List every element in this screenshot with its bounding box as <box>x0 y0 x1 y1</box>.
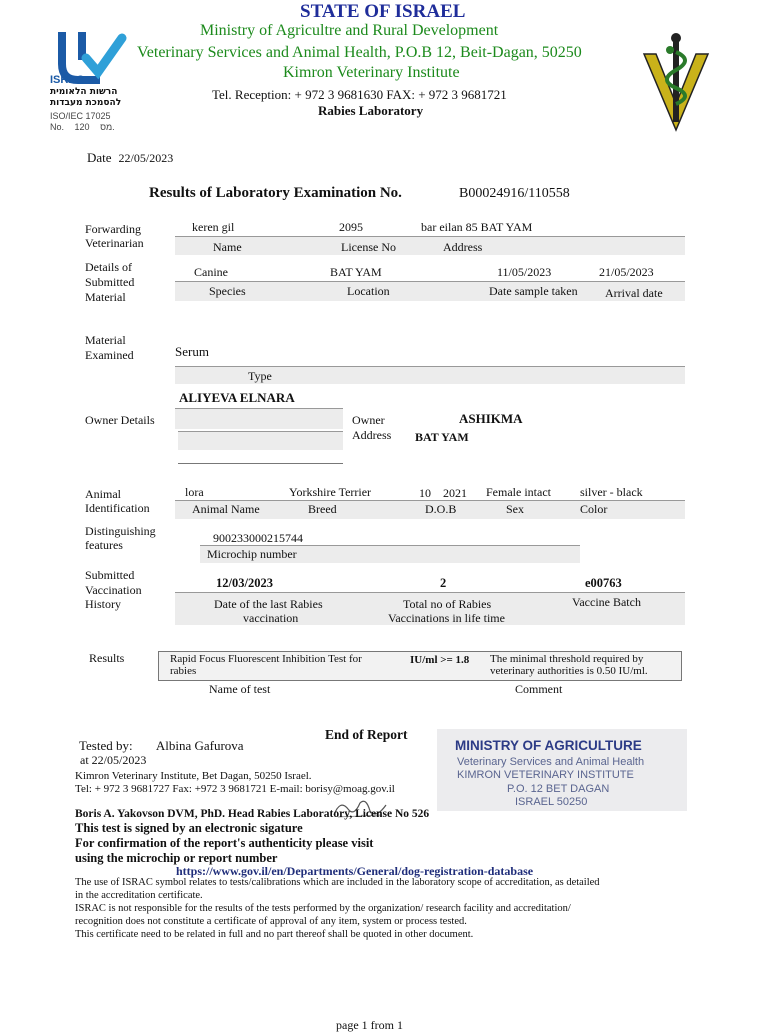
animal-sex: Female intact <box>486 485 551 499</box>
disclaimer-2: in the accreditation certificate. <box>75 890 203 901</box>
disclaimer-4: recognition does not constitute a certificate of approval of any item, system or process tested. <box>75 916 467 927</box>
stamp-line-2: Veterinary Services and Animal Health <box>457 756 645 768</box>
animal-label-1: Animal <box>85 487 121 501</box>
stamp-line-1: MINISTRY OF AGRICULTURE <box>455 738 642 753</box>
material-h-type: Type <box>248 369 272 383</box>
vacc-h-total-1: Total no of Rabies <box>403 597 492 611</box>
material-value: Serum <box>175 344 209 359</box>
stamp-line-3: KIMRON VETERINARY INSTITUTE <box>457 769 634 781</box>
owner-band-2 <box>178 431 343 450</box>
results-comment-2: veterinary authorities is 0.50 IU/ml. <box>490 665 648 677</box>
israc-iso: ISO/IEC 17025 <box>50 111 111 121</box>
services-line: Veterinary Services and Animal Health, P.O.B 12, Beit-Dagan, 50250 <box>137 44 582 61</box>
stamp-line-5: ISRAEL 50250 <box>515 796 588 808</box>
verification-link[interactable]: https://www.gov.il/en/Departments/General/dog-registration-database <box>176 864 534 878</box>
disclaimer-1: The use of ISRAC symbol relates to tests/calibrations which are included in the laboratory scope of accreditation, as detailed <box>75 877 600 888</box>
ministry-line: Ministry of Agricultre and Rural Development <box>200 22 499 39</box>
animal-name: lora <box>185 485 204 499</box>
date-taken-value: 11/05/2023 <box>497 265 552 279</box>
material-label-1: Material <box>85 333 126 347</box>
microchip-value: 900233000215744 <box>213 531 303 545</box>
results-h-test: Name of test <box>209 682 271 696</box>
tel-line: Tel. Reception: + 972 3 9681630 FAX: + 972 3 9681721 <box>212 87 507 102</box>
signer-line: Boris A. Yakovson DVM, PhD. Head Rabies Laboratory, License No 526 <box>75 808 430 820</box>
h-date-taken: Date sample taken <box>489 284 578 298</box>
end-of-report: End of Report <box>325 727 408 742</box>
vet-license: 2095 <box>339 220 363 234</box>
signed-line-3: using the microchip or report number <box>75 851 278 865</box>
animal-h-color: Color <box>580 502 608 516</box>
vet-h-license: License No <box>341 240 396 254</box>
signed-line-2: For confirmation of the report's authenticity please visit <box>75 836 374 850</box>
owner-line <box>178 463 343 464</box>
vacc-h-last-2: vaccination <box>243 611 299 625</box>
owner-street: ASHIKMA <box>459 411 523 426</box>
species-value: Canine <box>194 265 228 279</box>
animal-h-breed: Breed <box>308 502 337 516</box>
vet-h-address: Address <box>443 240 483 254</box>
vacc-last-date: 12/03/2023 <box>216 576 273 590</box>
features-label-1: Distinguishing <box>85 524 156 538</box>
institute-line: Kimron Veterinary Institute <box>283 64 460 81</box>
stamp-line-4: P.O. 12 BET DAGAN <box>507 783 610 795</box>
owner-address-label-2: Address <box>352 428 392 442</box>
israc-no-prefix: No. <box>50 122 65 132</box>
israc-no: 120 <box>74 122 90 132</box>
animal-h-dob: D.O.B <box>425 502 457 516</box>
location-value: BAT YAM <box>330 265 382 279</box>
animal-breed: Yorkshire Terrier <box>289 485 372 499</box>
vet-name: keren gil <box>192 220 235 234</box>
features-label-2: features <box>85 538 123 552</box>
vacc-h-batch: Vaccine Batch <box>572 595 641 609</box>
h-arrival: Arrival date <box>605 286 663 300</box>
vet-header-band <box>175 236 685 255</box>
israc-hebrew-2: להסמכת מעבדות <box>50 98 122 108</box>
forwarding-label-2: Veterinarian <box>85 236 144 250</box>
animal-label-2: Identification <box>85 501 150 515</box>
ministry-stamp <box>437 729 687 811</box>
date-value: 22/05/2023 <box>118 151 174 165</box>
tested-by-name: Albina Gafurova <box>155 738 244 753</box>
vacc-label-3: History <box>85 597 121 611</box>
israc-logo <box>48 24 128 136</box>
animal-dob-year: 2021 <box>443 486 467 500</box>
results-label: Results <box>89 651 125 665</box>
vacc-total: 2 <box>440 576 447 590</box>
arrival-value: 21/05/2023 <box>599 265 654 279</box>
owner-label: Owner Details <box>85 413 155 427</box>
exam-number: B00024916/110558 <box>459 186 570 201</box>
date-label: Date <box>87 150 112 165</box>
details-label-2: Submitted <box>85 275 135 289</box>
animal-color: silver - black <box>580 485 643 499</box>
forwarding-label-1: Forwarding <box>85 222 141 236</box>
vacc-label-1: Submitted <box>85 568 135 582</box>
animal-dob-month: 10 <box>419 486 431 500</box>
tested-by <box>79 738 244 754</box>
vacc-label-2: Vaccination <box>85 583 142 597</box>
results-test-2: rabies <box>170 665 197 677</box>
caduceus-icon <box>640 32 712 132</box>
vacc-batch: e00763 <box>585 576 622 590</box>
animal-h-sex: Sex <box>506 502 524 516</box>
results-value: IU/ml >= 1.8 <box>410 654 470 666</box>
veterinary-emblem <box>640 32 712 137</box>
israc-no-suffix: מס. <box>100 122 115 132</box>
owner-city: BAT YAM <box>415 430 469 444</box>
vacc-h-total-2: Vaccinations in life time <box>388 611 505 625</box>
tested-by-label: Tested by: <box>79 738 133 753</box>
owner-address-label-1: Owner <box>352 413 385 427</box>
tested-at: at 22/05/2023 <box>80 753 147 767</box>
exam-title: Results of Laboratory Examination No. <box>149 185 402 201</box>
material-label-2: Examined <box>85 348 134 362</box>
h-location: Location <box>347 284 390 298</box>
vet-address: bar eilan 85 BAT YAM <box>421 220 533 234</box>
israc-hebrew-1: הרשות הלאומית <box>50 87 118 97</box>
vacc-h-last-1: Date of the last Rabies <box>214 597 323 611</box>
tested-contact: Tel: + 972 3 9681727 Fax: +972 3 9681721 E-mail: borisy@moag.gov.il <box>75 783 395 795</box>
report-date <box>87 150 173 166</box>
details-label-3: Material <box>85 290 126 304</box>
details-label-1: Details of <box>85 260 132 274</box>
results-h-comment: Comment <box>515 682 563 696</box>
owner-band-1 <box>175 408 343 429</box>
disclaimer-3: ISRAC is not responsible for the results of the tests performed by the organization/ research facility and accreditation/ <box>75 903 571 914</box>
signed-line-1: This test is signed by an electronic sigature <box>75 821 303 835</box>
tested-institute: Kimron Veterinary Institute, Bet Dagan, 50250 Israel. <box>75 770 312 782</box>
results-test-1: Rapid Focus Fluorescent Inhibition Test for <box>170 653 362 665</box>
lab-line: Rabies Laboratory <box>318 103 424 118</box>
state-title: STATE OF ISRAEL <box>300 1 466 22</box>
disclaimer-5: This certificate need to be related in full and no part thereof shall be quoted in other document. <box>75 929 474 940</box>
owner-name: ALIYEVA ELNARA <box>179 390 295 405</box>
vet-h-name: Name <box>213 240 242 254</box>
h-species: Species <box>209 284 246 298</box>
microchip-h: Microchip number <box>207 547 297 561</box>
results-comment-1: The minimal threshold required by <box>490 653 644 665</box>
animal-h-name: Animal Name <box>192 502 260 516</box>
israc-label: ISRAC <box>50 74 85 86</box>
page-number: page 1 from 1 <box>336 1018 403 1032</box>
